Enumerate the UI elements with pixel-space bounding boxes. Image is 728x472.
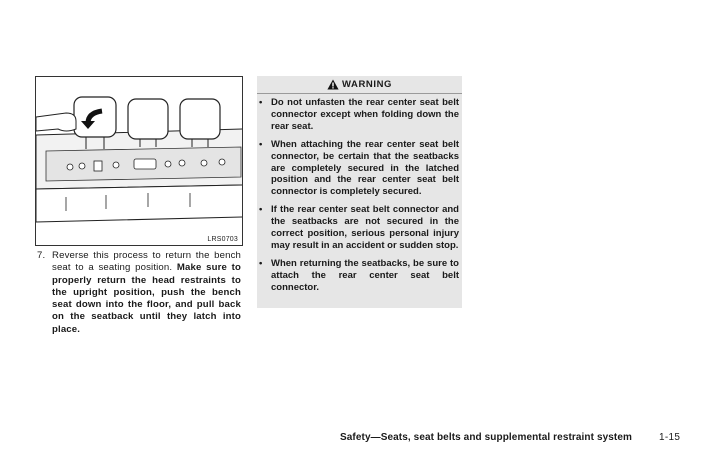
warning-item-text: Do not unfasten the rear center seat belt connector except when folding down the rear seat. (271, 97, 459, 132)
warning-header (257, 76, 462, 94)
warning-item (257, 204, 462, 252)
head-restraint-right (180, 99, 220, 139)
seat-illustration (35, 76, 243, 246)
footer-page-number: 1-15 (659, 432, 681, 443)
warning-item-text: When attaching the rear center seat belt connector, be certain that the seatbacks are completely secured in the latched position and the rear center seat belt connector is completely secured. (271, 138, 459, 198)
head-restraint-center (128, 99, 168, 139)
warning-item (257, 97, 462, 133)
step-text-bold: Make sure to properly return the head restraints to the upright position, push the bench seat down into the floor, and pull back on the seatback until they latch into place. (52, 262, 242, 335)
step-text (37, 250, 241, 336)
warning-list (257, 94, 462, 294)
step-7 (37, 250, 241, 336)
footer-section-title: Safety—Seats, seat belts and supplemental restraint system (340, 432, 633, 443)
head-restraint-left (74, 97, 116, 137)
step-text-plain: Reverse this process to return the bench seat to a seating position. (52, 250, 241, 274)
warning-title: WARNING (341, 79, 393, 90)
warning-triangle-icon (327, 79, 339, 90)
warning-box (257, 76, 462, 308)
figure-code: LRS0703 (207, 236, 238, 243)
bullet-icon: • (259, 138, 263, 150)
warning-item-text: If the rear center seat belt connector and the seatbacks are not secured in the correct position, serious personal injury may result in an accident or sudden stop. (271, 204, 459, 251)
folded-seat-drawing (36, 77, 243, 246)
warning-item-text: When returning the seatbacks, be sure to attach the rear center seat belt connector. (271, 257, 459, 293)
bullet-icon: • (259, 257, 263, 269)
bullet-icon: • (259, 204, 263, 216)
bullet-icon: • (259, 97, 263, 108)
hand-drawing (36, 113, 76, 131)
step-number: 7. (37, 250, 46, 261)
warning-item (257, 139, 462, 199)
warning-item (257, 258, 462, 294)
